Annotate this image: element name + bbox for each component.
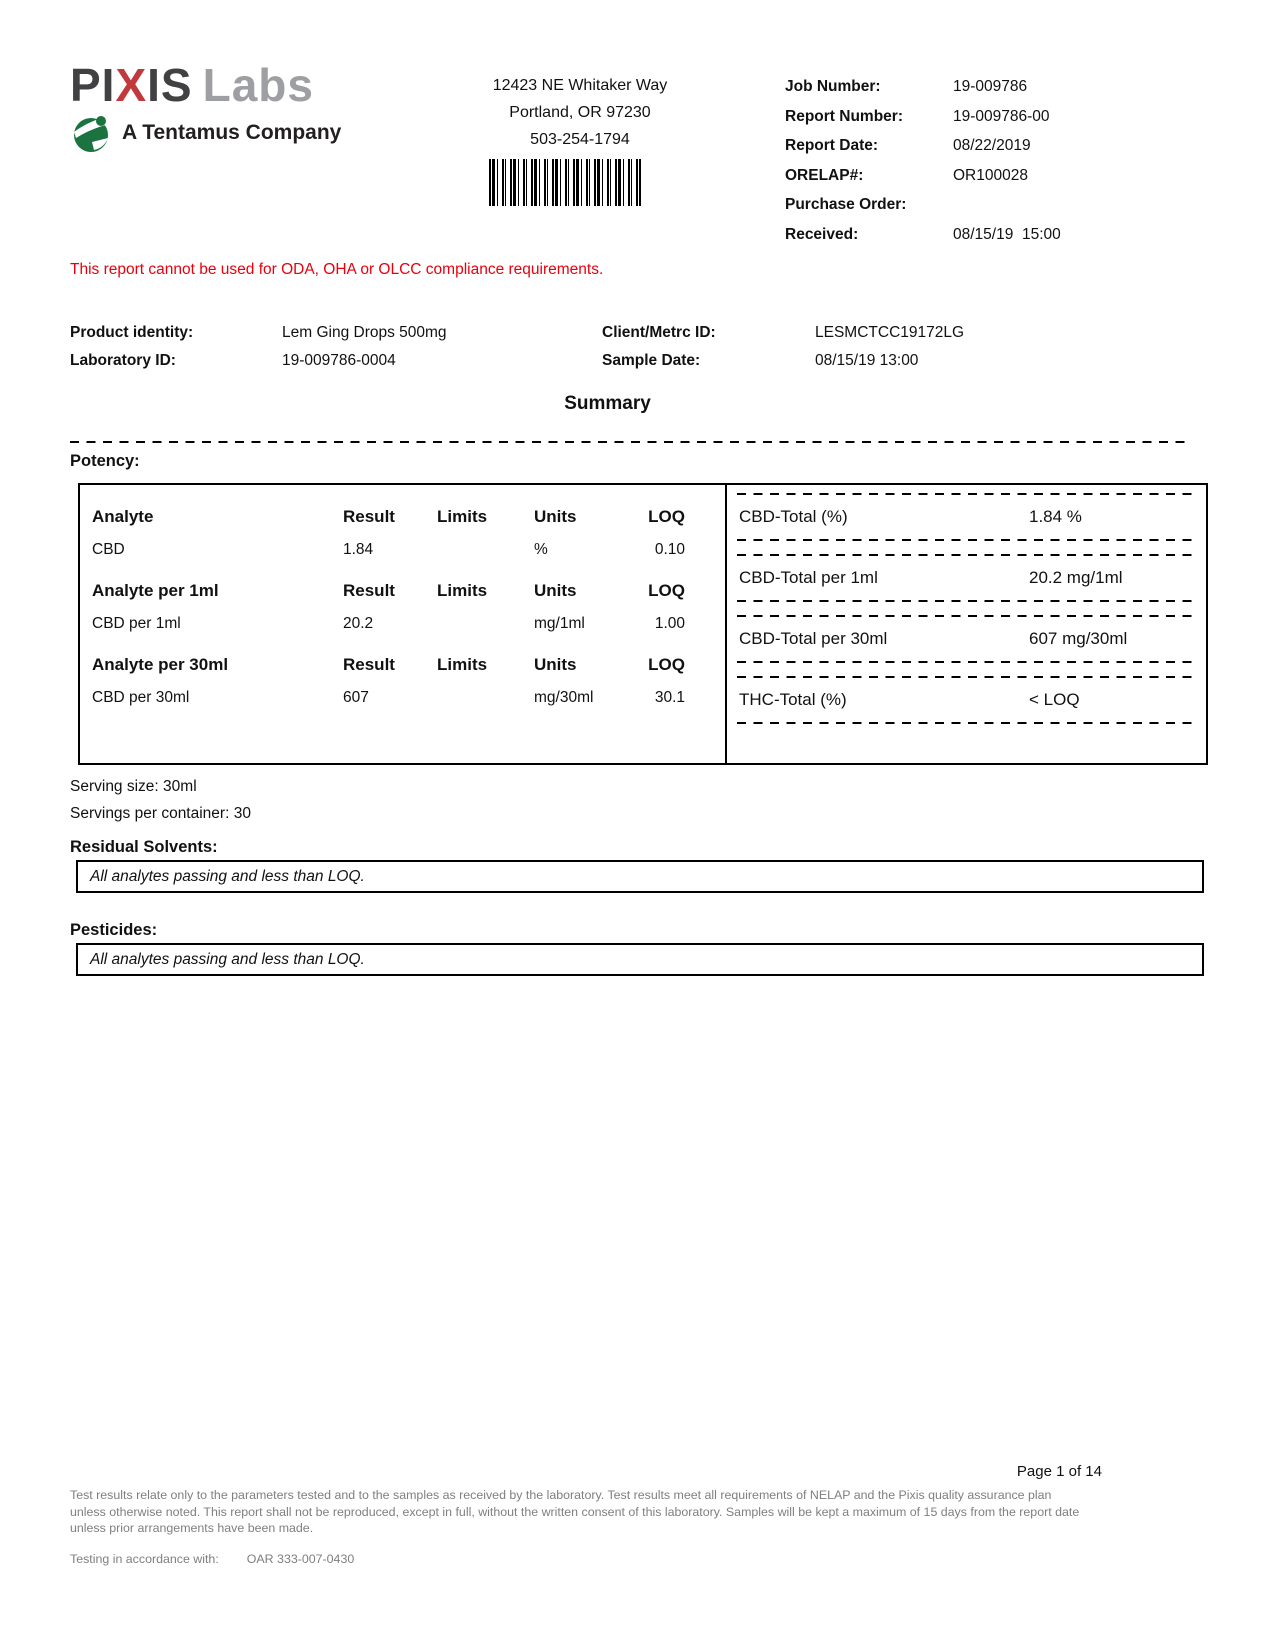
cell-units: mg/30ml xyxy=(534,689,594,706)
client-metrc-label: Client/Metrc ID: xyxy=(602,324,716,341)
laboratory-id-label: Laboratory ID: xyxy=(70,352,176,369)
lab-address xyxy=(420,72,740,153)
leaf-icon xyxy=(70,112,112,154)
warning-text: This report cannot be used for ODA, OHA or OLCC compliance requirements. xyxy=(70,261,604,278)
total-row-cbd-per-1ml xyxy=(737,554,1196,602)
total-value: 20.2 mg/1ml xyxy=(1029,568,1123,587)
total-value: 607 mg/30ml xyxy=(1029,629,1128,648)
cell-analyte: CBD per 1ml xyxy=(92,615,181,632)
col-loq: LOQ xyxy=(648,581,685,600)
report-number-value: 19-009786-00 xyxy=(953,107,1050,125)
logo-text-labs: Labs xyxy=(202,59,314,111)
col-analyte: Analyte per 1ml xyxy=(92,581,219,600)
accordance-label: Testing in accordance with: xyxy=(70,1552,219,1566)
totals-panel xyxy=(725,485,1206,763)
servings-per-container-line: Servings per container: 30 xyxy=(70,805,251,822)
potency-data-row xyxy=(92,615,725,633)
total-row-thc-total xyxy=(737,676,1196,724)
col-loq: LOQ xyxy=(648,507,685,526)
pesticides-note-box xyxy=(76,943,1204,976)
cell-units: % xyxy=(534,541,548,558)
potency-header-row xyxy=(92,581,725,601)
col-result: Result xyxy=(343,507,395,526)
product-identity-value: Lem Ging Drops 500mg xyxy=(282,324,447,341)
col-limits: Limits xyxy=(437,581,488,600)
orelap-value: OR100028 xyxy=(953,166,1028,184)
logo-text-pi: PI xyxy=(70,59,116,111)
potency-panel xyxy=(78,483,1208,765)
col-units: Units xyxy=(534,655,577,674)
logo-text-is: IS xyxy=(147,59,193,111)
potency-table xyxy=(80,485,725,763)
report-number-label: Report Number: xyxy=(785,107,903,125)
laboratory-id-value: 19-009786-0004 xyxy=(282,352,396,369)
client-metrc-value: LESMCTCC19172LG xyxy=(815,324,965,341)
potency-heading: Potency: xyxy=(70,452,140,470)
col-units: Units xyxy=(534,507,577,526)
total-value: < LOQ xyxy=(1029,690,1080,709)
job-info xyxy=(785,72,1061,249)
cell-limits xyxy=(437,615,534,633)
report-date-value: 08/22/2019 xyxy=(953,137,1031,154)
col-result: Result xyxy=(343,581,395,600)
cell-analyte: CBD per 30ml xyxy=(92,689,190,706)
residual-solvents-note: All analytes passing and less than LOQ. xyxy=(90,867,365,885)
potency-data-row xyxy=(92,541,725,559)
residual-solvents-note-box xyxy=(76,860,1204,893)
report-date-label: Report Date: xyxy=(785,137,879,154)
cell-limits xyxy=(437,689,534,707)
page-number: Page 1 of 14 xyxy=(1016,1463,1102,1480)
total-row-cbd-per-30ml xyxy=(737,615,1196,663)
header-logo xyxy=(70,59,342,154)
logo-wordmark xyxy=(70,59,341,111)
job-number-label: Job Number: xyxy=(785,78,881,95)
serving-size-line: Serving size: 30ml xyxy=(70,778,197,795)
accordance-value: OAR 333-007-0430 xyxy=(246,1552,355,1566)
col-analyte: Analyte per 30ml xyxy=(92,655,229,674)
cell-analyte: CBD xyxy=(92,541,125,558)
cell-result: 1.84 xyxy=(343,541,374,558)
cell-loq: 0.10 xyxy=(654,541,685,558)
total-label: CBD-Total per 30ml xyxy=(739,629,888,648)
address-line-1: 12423 NE Whitaker Way xyxy=(492,77,668,94)
product-identity-label: Product identity: xyxy=(70,324,194,341)
received-label: Received: xyxy=(785,225,859,243)
residual-solvents-heading: Residual Solvents: xyxy=(70,838,218,856)
cell-loq: 1.00 xyxy=(654,615,685,632)
purchase-order-value xyxy=(953,190,1061,220)
accordance-line xyxy=(70,1552,354,1566)
total-label: CBD-Total (%) xyxy=(739,507,848,526)
total-label: CBD-Total per 1ml xyxy=(739,568,878,587)
address-line-3: 503-254-1794 xyxy=(530,131,630,148)
summary-separator xyxy=(70,441,1190,443)
sample-date-value: 08/15/19 13:00 xyxy=(815,352,919,369)
col-limits: Limits xyxy=(437,507,488,526)
purchase-order-label: Purchase Order: xyxy=(785,196,907,213)
cell-loq: 30.1 xyxy=(654,689,685,706)
job-number-value: 19-009786 xyxy=(953,78,1028,95)
address-line-2: Portland, OR 97230 xyxy=(509,104,651,121)
total-value: 1.84 % xyxy=(1029,507,1082,526)
total-row-cbd-total xyxy=(737,493,1196,541)
col-units: Units xyxy=(534,581,577,600)
col-result: Result xyxy=(343,655,395,674)
cell-result: 20.2 xyxy=(343,615,374,632)
cell-units: mg/1ml xyxy=(534,615,585,632)
cell-result: 607 xyxy=(343,689,369,706)
cell-limits xyxy=(437,541,534,559)
total-label: THC-Total (%) xyxy=(739,690,847,709)
potency-header-row xyxy=(92,507,725,527)
pesticides-note: All analytes passing and less than LOQ. xyxy=(90,950,365,968)
potency-header-row xyxy=(92,655,725,675)
summary-title: Summary xyxy=(564,393,651,414)
logo-text-x: X xyxy=(115,59,148,111)
barcode xyxy=(489,159,641,206)
received-value: 08/15/19 15:00 xyxy=(953,225,1061,243)
col-loq: LOQ xyxy=(648,655,685,674)
serving-info xyxy=(70,773,251,827)
pesticides-heading: Pesticides: xyxy=(70,921,158,939)
col-analyte: Analyte xyxy=(92,507,154,526)
potency-data-row xyxy=(92,689,725,707)
col-limits: Limits xyxy=(437,655,488,674)
logo-tagline: A Tentamus Company xyxy=(122,121,342,144)
disclaimer-text: Test results relate only to the parameters tested and to the samples as received by the laboratory. Test results meet all requirements of NELAP and the Pixis quality assurance plan unless otherwise noted. This report shall not be reproduced, except in full, without the written consent of this laboratory. Samples will be kept a maximum of 15 days from the report date unless prior arrangements have been made. xyxy=(70,1488,1080,1535)
sample-date-label: Sample Date: xyxy=(602,352,701,369)
orelap-label: ORELAP#: xyxy=(785,166,864,184)
